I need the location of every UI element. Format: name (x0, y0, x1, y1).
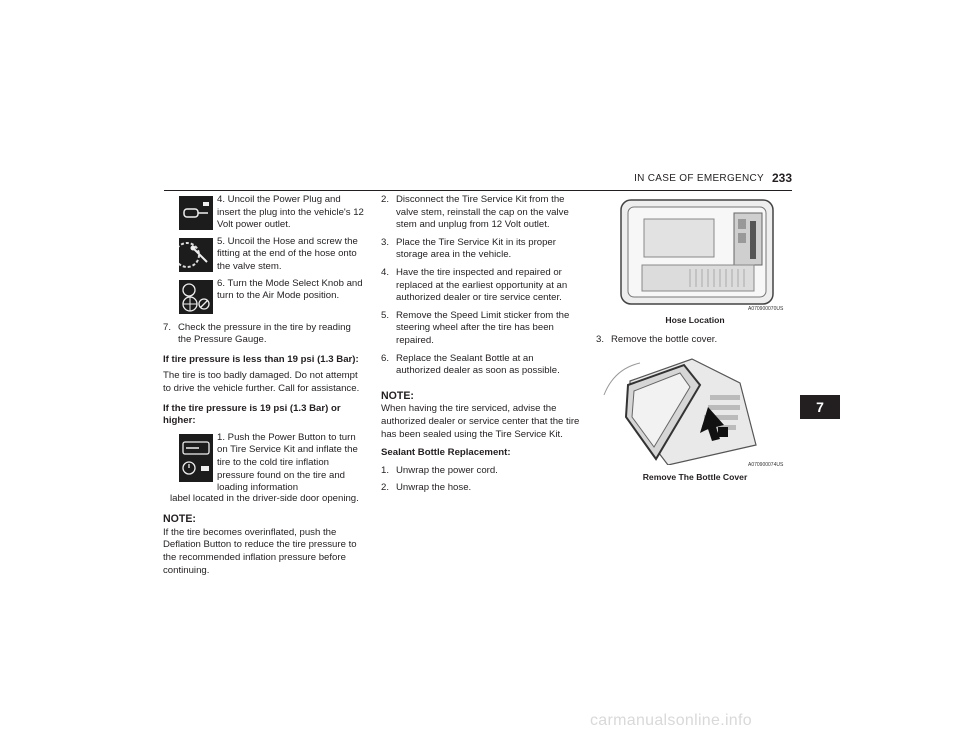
step-6b (381, 353, 581, 378)
step-5 (163, 236, 365, 274)
note-heading-2: NOTE: (381, 389, 414, 402)
sealant-heading: Sealant Bottle Replacement: (381, 447, 511, 459)
step-4b-number: 4. (381, 266, 390, 278)
step-3c-number: 3. (596, 334, 605, 345)
mode-knob-icon (179, 280, 213, 314)
sealant-step-1 (381, 465, 581, 478)
step-3 (381, 237, 581, 262)
high-pressure-step-1-text: 1. Push the Power Button to turn on Tire Service Kit and inflate the tire to the cold tire inflation pressure found on the tire and loading information (217, 431, 358, 494)
power-plug-icon (179, 196, 213, 230)
low-pressure-text: The tire is too badly damaged. Do not attempt to drive the vehicle further. Call for assistance. (163, 370, 360, 394)
low-pressure-heading: If tire pressure is less than 19 psi (1.3 Bar): (163, 353, 359, 365)
step-3c (596, 334, 811, 347)
remove-bottle-cover-figure (600, 355, 770, 465)
step-3-text: Place the Tire Service Kit in its proper storage area in the vehicle. (396, 236, 556, 261)
step-5b (381, 310, 581, 348)
step-6-text: 6. Turn the Mode Select Knob and turn to the Air Mode position. (217, 277, 363, 302)
note-text: If the tire becomes overinflated, push the Deflation Button to reduce the tire pressure to the recommended inflation pressure before continuing. (163, 526, 357, 576)
figure-1-caption: Hose Location (665, 315, 725, 325)
step-4 (163, 194, 365, 232)
high-pressure-heading: If the tire pressure is 19 psi (1.3 Bar) or higher: (163, 402, 341, 427)
high-pressure-step-1-continued: label located in the driver-side door opening. (170, 492, 359, 504)
chapter-tab: 7 (800, 395, 840, 419)
step-4b (381, 267, 581, 305)
step-7-text: Check the pressure in the tire by reading the Pressure Gauge. (178, 321, 351, 346)
hose-location-figure (620, 199, 774, 305)
high-pressure-step-1 (163, 432, 365, 495)
sealant-step-2-text: Unwrap the hose. (396, 482, 472, 494)
step-5b-number: 5. (381, 309, 390, 321)
power-button-icon (179, 434, 213, 482)
sealant-step-2-number: 2. (381, 482, 390, 494)
step-4-text: 4. Uncoil the Power Plug and insert the plug into the vehicle's 12 Volt power outlet. (217, 194, 364, 231)
note-heading: NOTE: (163, 513, 196, 526)
step-5-text: 5. Uncoil the Hose and screw the fitting at the end of the hose onto the valve stem. (217, 235, 358, 272)
step-2-text: Disconnect the Tire Service Kit from the valve stem, reinstall the cap on the valve stem and unplug from 12 Volt outlet. (396, 194, 569, 231)
column-2 (381, 194, 581, 500)
step-6b-number: 6. (381, 352, 390, 364)
step-3-number: 3. (381, 236, 390, 248)
figure-2-code: A070900074US (748, 462, 784, 468)
step-5b-text: Remove the Speed Limit sticker from the steering wheel after the tire has been repaired. (396, 309, 570, 346)
step-3c-text: Remove the bottle cover. (611, 334, 718, 345)
step-7 (163, 322, 365, 347)
step-7-number: 7. (163, 321, 172, 333)
figure-1-code: A070900070US (748, 306, 784, 312)
hose-valve-icon (179, 238, 213, 272)
step-2-number: 2. (381, 194, 390, 205)
step-6 (163, 278, 365, 314)
watermark: carmanualsonline.info (590, 712, 752, 729)
step-4b-text: Have the tire inspected and repaired or replaced at the earliest opportunity at an authorized dealer or tire service center. (396, 266, 568, 304)
page-header (0, 170, 960, 190)
step-6b-text: Replace the Sealant Bottle at an authorized dealer as soon as possible. (396, 352, 560, 377)
note-text-2: When having the tire serviced, advise the authorized dealer or service center that the tire has been sealed using the Tire Service Kit. (381, 403, 580, 440)
figure-2-caption: Remove The Bottle Cover (642, 472, 748, 482)
step-2 (381, 194, 581, 232)
sealant-step-2 (381, 482, 581, 495)
sealant-step-1-text: Unwrap the power cord. (396, 464, 498, 476)
sealant-step-1-number: 1. (381, 464, 390, 476)
page-number: 233 (771, 171, 792, 185)
column-1 (163, 194, 365, 583)
section-title: IN CASE OF EMERGENCY (634, 173, 764, 184)
header-rule (164, 190, 792, 191)
